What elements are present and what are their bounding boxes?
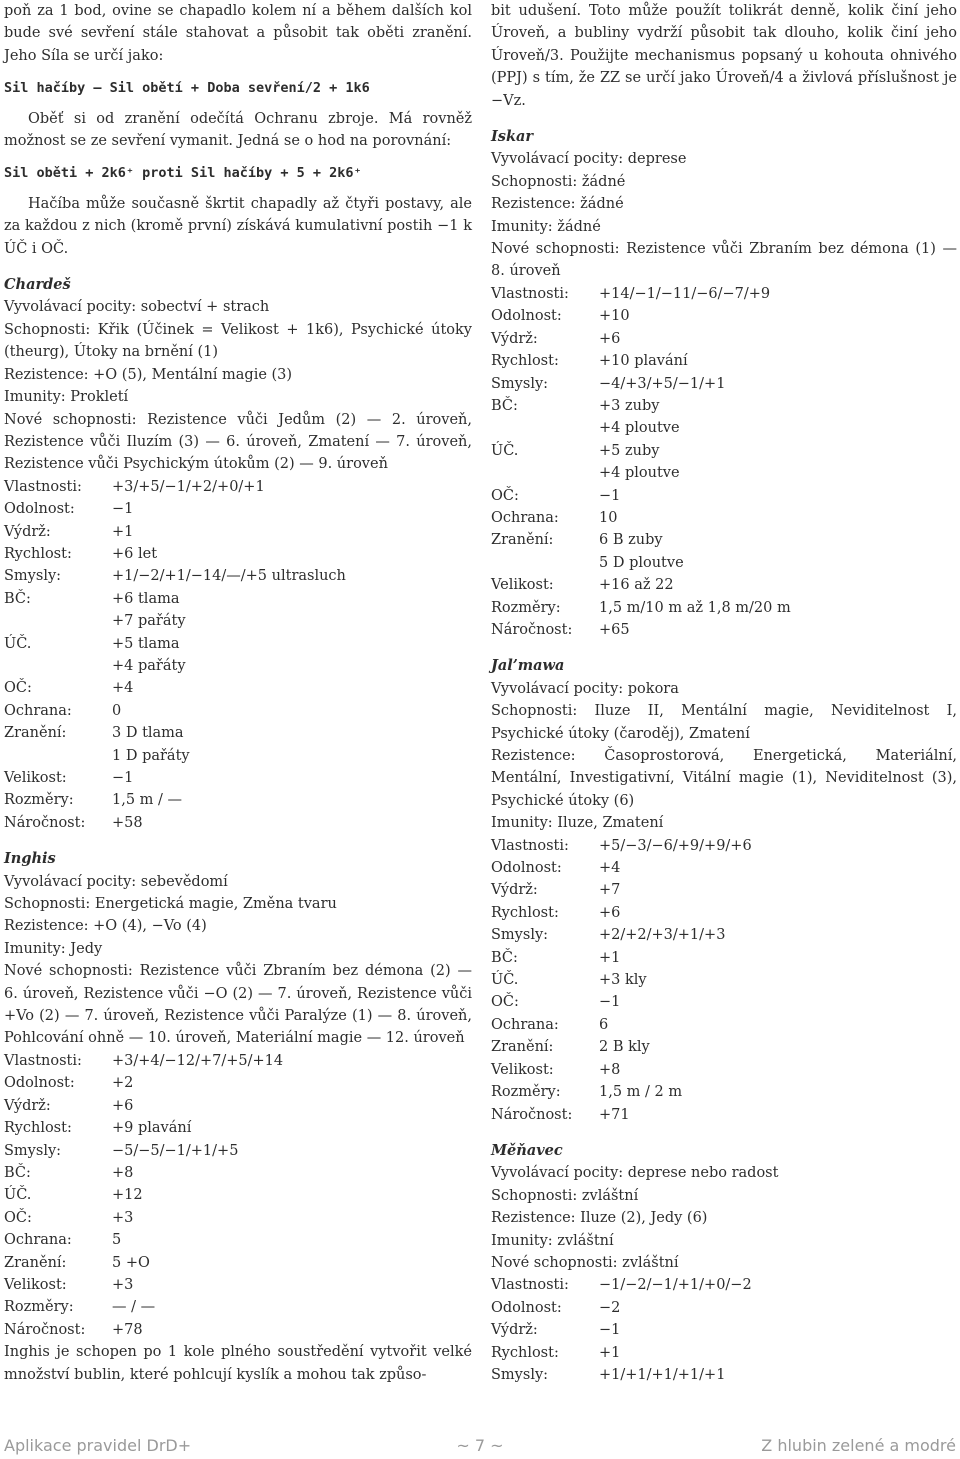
stat-value: +1/−2/+1/−14/—/+5 ultrasluch xyxy=(112,568,346,585)
stat-row xyxy=(491,902,957,924)
stat-row xyxy=(491,417,957,439)
stat-row xyxy=(491,879,957,901)
stat-row xyxy=(4,1162,472,1184)
stat-label: Odolnost: xyxy=(4,501,75,518)
stat-row xyxy=(491,1364,957,1386)
stat-label: Rychlost: xyxy=(491,353,559,370)
stat-label: Velikost: xyxy=(4,1276,67,1293)
stat-row xyxy=(4,633,472,655)
stat-value: 1,5 m / — xyxy=(112,792,183,809)
stat-label: Vlastnosti: xyxy=(491,285,569,302)
stat-label: Zranění: xyxy=(4,1254,67,1271)
page-number: ~ 7 ~ xyxy=(456,1436,504,1455)
stat-block xyxy=(4,1050,472,1341)
stat-value: +78 xyxy=(112,1321,143,1338)
stat-block xyxy=(4,476,472,835)
stat-label: Rychlost: xyxy=(491,904,559,921)
stat-row xyxy=(4,588,472,610)
description-line: Rezistence: Časoprostorová, Energetická, Materiální, Mentální, Investigativní, Vitální magie (1), Neviditelnost (3), Psychické útoky (6) xyxy=(491,748,957,809)
stat-row xyxy=(4,722,472,744)
stat-row xyxy=(4,476,472,498)
stat-value: −2 xyxy=(599,1299,621,1316)
stat-value: +4 ploutve xyxy=(599,465,680,482)
stat-label: BČ: xyxy=(4,590,31,607)
stat-label: Odolnost: xyxy=(4,1075,75,1092)
stat-value: 5 xyxy=(112,1232,122,1249)
stat-label: ÚČ. xyxy=(4,635,32,652)
creature-description xyxy=(4,296,472,475)
stat-row xyxy=(4,1184,472,1206)
stat-label: Zranění: xyxy=(491,1039,554,1056)
stat-value: 3 D tlama xyxy=(112,725,184,742)
stat-row xyxy=(4,1274,472,1296)
stat-row xyxy=(491,1014,957,1036)
stat-value: +3 xyxy=(112,1276,134,1293)
creature-description xyxy=(491,148,957,282)
stat-value: 10 xyxy=(599,509,618,526)
stat-row xyxy=(491,373,957,395)
stat-value: +3 xyxy=(112,1209,134,1226)
stat-label: Výdrž: xyxy=(4,523,51,540)
description-line: Nové schopnosti: zvláštní xyxy=(491,1254,679,1271)
creature-description xyxy=(491,678,957,835)
stat-value: +4 xyxy=(112,680,134,697)
stat-label: Náročnost: xyxy=(4,814,86,831)
stat-value: +8 xyxy=(599,1061,621,1078)
stat-row xyxy=(4,521,472,543)
stat-value: +1 xyxy=(599,949,621,966)
stat-row xyxy=(491,1274,957,1296)
stat-row xyxy=(491,924,957,946)
stat-label: OČ: xyxy=(491,487,519,504)
stat-value: 2 B kly xyxy=(599,1039,650,1056)
intro-paragraph-1: poň za 1 bod, ovine se chapadlo kolem ní a během dalších kol bude své sevření stále stahovat a působit tak oběti zranění. Jeho Síla se určí jako: xyxy=(4,3,472,64)
description-line: Vyvolávací pocity: deprese nebo radost xyxy=(491,1165,779,1182)
stat-value: +4 xyxy=(599,860,621,877)
stat-value: −1/−2/−1/+1/+0/−2 xyxy=(599,1277,752,1294)
stat-row xyxy=(4,700,472,722)
stat-label: Náročnost: xyxy=(4,1321,86,1338)
stat-value: +7 pařáty xyxy=(112,613,186,630)
stat-value: +5/−3/−6/+9/+9/+6 xyxy=(599,837,752,854)
stat-row xyxy=(4,1207,472,1229)
stat-row xyxy=(4,1252,472,1274)
stat-label: Ochrana: xyxy=(4,702,72,719)
stat-label: Náročnost: xyxy=(491,621,573,638)
creature-heading-iskar: Iskar xyxy=(491,128,534,146)
description-line: Rezistence: žádné xyxy=(491,196,624,213)
stat-value: +3 kly xyxy=(599,972,647,989)
stat-row xyxy=(491,328,957,350)
stat-row xyxy=(4,1229,472,1251)
stat-label: Smysly: xyxy=(4,568,62,585)
stat-value: 1,5 m/10 m až 1,8 m/20 m xyxy=(599,599,791,616)
stat-label: BČ: xyxy=(4,1164,31,1181)
stat-value: +3 zuby xyxy=(599,397,660,414)
description-line: Imunity: Iluze, Zmatení xyxy=(491,815,664,832)
stat-block xyxy=(491,283,957,642)
creature-heading-inghis: Inghis xyxy=(4,850,56,868)
stat-label: Odolnost: xyxy=(491,860,562,877)
stat-label: Odolnost: xyxy=(491,1299,562,1316)
stat-label: Velikost: xyxy=(491,577,554,594)
stat-label: Smysly: xyxy=(491,1366,549,1383)
stat-value: +65 xyxy=(599,621,630,638)
description-line: Schopnosti: Iluze II, Mentální magie, Neviditelnost I, Psychické útoky (čaroděj), Zmatení xyxy=(491,703,957,742)
stat-value: 6 B zuby xyxy=(599,532,663,549)
stat-label: Vlastnosti: xyxy=(491,837,569,854)
stat-label: Zranění: xyxy=(491,532,554,549)
stat-label: Výdrž: xyxy=(491,330,538,347)
stat-row xyxy=(4,1319,472,1341)
stat-label: Vlastnosti: xyxy=(4,1052,82,1069)
stat-label: Ochrana: xyxy=(491,509,559,526)
description-line: Schopnosti: Energetická magie, Změna tvaru xyxy=(4,896,337,913)
stat-label: ÚČ. xyxy=(4,1187,32,1204)
stat-label: Smysly: xyxy=(4,1142,62,1159)
stat-value: +10 xyxy=(599,308,630,325)
stat-row xyxy=(4,789,472,811)
stat-value: −1 xyxy=(112,501,134,518)
description-line: Imunity: Prokletí xyxy=(4,389,129,406)
creature-heading-jalmawa: Jal’mawa xyxy=(491,657,565,675)
description-line: Vyvolávací pocity: deprese xyxy=(491,151,687,168)
stat-label xyxy=(4,745,112,767)
stat-value: +1 xyxy=(599,1344,621,1361)
stat-row xyxy=(491,395,957,417)
stat-value: 5 D ploutve xyxy=(599,554,684,571)
stat-row xyxy=(4,767,472,789)
stat-value: +6 tlama xyxy=(112,590,180,607)
intro-paragraph-3: Hačíba může současně škrtit chapadly až čtyři postavy, ale za každou z nich (kromě první) získává kumulativní postih −1 k ÚČ i OČ. xyxy=(4,195,472,257)
stat-value: +4 ploutve xyxy=(599,420,680,437)
stat-value: −5/−5/−1/+1/+5 xyxy=(112,1142,239,1159)
stat-value: +71 xyxy=(599,1106,630,1123)
stat-block xyxy=(491,1274,957,1386)
stat-row xyxy=(491,1319,957,1341)
stat-value: +6 xyxy=(599,904,621,921)
stat-label: Vlastnosti: xyxy=(4,478,82,495)
stat-row xyxy=(4,1095,472,1117)
stat-row xyxy=(4,1296,472,1318)
stat-label: Vlastnosti: xyxy=(491,1277,569,1294)
stat-row xyxy=(491,619,957,641)
description-line: Vyvolávací pocity: sebevědomí xyxy=(4,873,228,890)
stat-label: ÚČ. xyxy=(491,972,519,989)
description-line: Imunity: Jedy xyxy=(4,940,103,957)
stat-value: 5 +O xyxy=(112,1254,150,1271)
stat-row xyxy=(491,947,957,969)
stat-row xyxy=(491,1059,957,1081)
stat-value: −4/+3/+5/−1/+1 xyxy=(599,375,726,392)
footer-publication-title: Aplikace pravidel DrD+ xyxy=(4,1436,192,1455)
stat-row xyxy=(4,1050,472,1072)
stat-value: +7 xyxy=(599,882,621,899)
stat-label: Velikost: xyxy=(4,770,67,786)
description-line: Schopnosti: žádné xyxy=(491,173,626,190)
stat-row xyxy=(4,655,472,677)
stat-value: +3/+5/−1/+2/+0/+1 xyxy=(112,478,265,495)
stat-row xyxy=(4,565,472,587)
stat-value: +5 zuby xyxy=(599,442,660,459)
stat-label xyxy=(491,417,599,439)
stat-row xyxy=(4,677,472,699)
continued-paragraph: bit udušení. Toto může použít tolikrát denně, kolik činí jeho Úroveň, a bubliny vydrží působit tak dlouho, kolik činí jeho Úroveň/3. Použijte mechanismus popsaný u kohouta ohnivého (PPJ) s tím, že ZZ se určí jako Úroveň/4 a živlová příslušnost je −Vz. xyxy=(491,3,957,109)
stat-row xyxy=(4,1140,472,1162)
stat-value: 1 D pařáty xyxy=(112,747,190,764)
creature-heading-chardes: Chardeš xyxy=(4,276,71,294)
stat-value: +3/+4/−12/+7/+5/+14 xyxy=(112,1052,284,1069)
description-line: Rezistence: +O (5), Mentální magie (3) xyxy=(4,366,293,383)
stat-label xyxy=(4,610,112,632)
description-line: Vyvolávací pocity: pokora xyxy=(491,680,679,697)
stat-label: ÚČ. xyxy=(491,442,519,459)
stat-label: Rozměry: xyxy=(4,1299,74,1316)
stat-row xyxy=(491,507,957,529)
stat-label: Smysly: xyxy=(491,927,549,944)
stat-row xyxy=(491,552,957,574)
stat-row xyxy=(491,1342,957,1364)
stat-label: Rychlost: xyxy=(491,1344,559,1361)
stat-value: +10 plavání xyxy=(599,353,688,370)
stat-row xyxy=(4,543,472,565)
right-column xyxy=(491,0,957,1386)
stat-row xyxy=(491,1036,957,1058)
stat-value: −1 xyxy=(599,487,621,504)
stat-row xyxy=(491,857,957,879)
stat-value: +4 pařáty xyxy=(112,657,186,674)
stat-row xyxy=(4,812,472,834)
stat-row xyxy=(491,350,957,372)
stat-label xyxy=(4,655,112,677)
stat-label: Odolnost: xyxy=(491,308,562,325)
stat-value: +5 tlama xyxy=(112,635,180,652)
stat-row xyxy=(4,610,472,632)
stat-value: +14/−1/−11/−6/−7/+9 xyxy=(599,285,771,302)
escape-roll-formula: Sil oběti + 2k6⁺ proti Sil hačíby + 5 + 2k6⁺ xyxy=(4,165,362,182)
stat-row xyxy=(491,462,957,484)
stat-label: Rozměry: xyxy=(491,1084,561,1101)
stat-value: +2/+2/+3/+1/+3 xyxy=(599,927,726,944)
stat-label: Výdrž: xyxy=(4,1097,51,1114)
stat-label: Náročnost: xyxy=(491,1106,573,1123)
creature-description xyxy=(491,1162,957,1274)
stat-label xyxy=(491,552,599,574)
stat-row xyxy=(491,835,957,857)
stat-value: −1 xyxy=(599,1322,621,1339)
stat-label: Výdrž: xyxy=(491,882,538,899)
stat-row xyxy=(491,574,957,596)
stat-row xyxy=(491,283,957,305)
stat-label: Zranění: xyxy=(4,725,67,742)
stat-label: Výdrž: xyxy=(491,1322,538,1339)
stat-row xyxy=(4,1072,472,1094)
stat-row xyxy=(491,991,957,1013)
stat-label: OČ: xyxy=(4,680,32,697)
stat-label: Ochrana: xyxy=(491,1016,559,1033)
stat-label: Rozměry: xyxy=(491,599,561,616)
stat-value: +6 let xyxy=(112,545,158,562)
description-line: Imunity: zvláštní xyxy=(491,1232,614,1249)
stat-row xyxy=(491,1297,957,1319)
stat-row xyxy=(491,597,957,619)
stat-row xyxy=(491,1081,957,1103)
stat-value: +58 xyxy=(112,814,143,831)
stat-value: +12 xyxy=(112,1187,143,1204)
stat-label: OČ: xyxy=(491,994,519,1011)
description-line: Nové schopnosti: Rezistence vůči Zbraním bez démona (1) — 8. úroveň xyxy=(491,241,957,280)
description-line: Rezistence: +O (4), −Vo (4) xyxy=(4,918,207,935)
stat-label: OČ: xyxy=(4,1209,32,1226)
description-line: Imunity: žádné xyxy=(491,218,601,235)
inghis-ability-text: Inghis je schopen po 1 kole plného soustředění vytvořit velké množství bublin, které pohlcují kyslík a mohou tak způso- xyxy=(4,1344,472,1383)
stat-value: +2 xyxy=(112,1075,134,1092)
stat-value: −1 xyxy=(112,770,134,786)
stat-value: +8 xyxy=(112,1164,134,1181)
stat-value: +6 xyxy=(112,1097,134,1114)
stat-row xyxy=(4,498,472,520)
stat-row xyxy=(4,1117,472,1139)
stat-value: +6 xyxy=(599,330,621,347)
description-line: Nové schopnosti: Rezistence vůči Jedům (2) — 2. úroveň, Rezistence vůči Iluzím (3) — 6. úroveň, Zmatení — 7. úroveň, Rezistence vůči Psychickým útokům (2) — 9. úroveň xyxy=(4,411,472,473)
stat-row xyxy=(491,969,957,991)
page-footer xyxy=(0,1436,960,1458)
stat-value: 0 xyxy=(112,702,122,719)
stat-label: Ochrana: xyxy=(4,1232,72,1249)
stat-label: Smysly: xyxy=(491,375,549,392)
stat-row xyxy=(491,1104,957,1126)
left-column xyxy=(4,0,472,1386)
stat-label: Velikost: xyxy=(491,1061,554,1078)
stat-value: +1 xyxy=(112,523,134,540)
creature-description xyxy=(4,871,472,1050)
description-line: Schopnosti: zvláštní xyxy=(491,1187,639,1204)
stat-label: Rozměry: xyxy=(4,792,74,809)
stat-value: — / — xyxy=(112,1299,156,1316)
stat-row xyxy=(491,440,957,462)
intro-paragraph-2: Oběť si od zranění odečítá Ochranu zbroje. Má rovněž možnost se ze sevření vymanit. Jedná se o hod na porovnání: xyxy=(4,110,472,150)
stat-label: BČ: xyxy=(491,949,518,966)
stat-label: Rychlost: xyxy=(4,1120,72,1137)
description-line: Rezistence: Iluze (2), Jedy (6) xyxy=(491,1210,708,1227)
stat-value: +9 plavání xyxy=(112,1120,192,1137)
stat-value: +1/+1/+1/+1/+1 xyxy=(599,1366,726,1383)
description-line: Schopnosti: Křik (Účinek = Velikost + 1k6), Psychické útoky (theurg), Útoky na brnění (1) xyxy=(4,321,472,361)
stat-value: +16 až 22 xyxy=(599,577,674,594)
stat-row xyxy=(491,485,957,507)
description-line: Vyvolávací pocity: sobectví + strach xyxy=(4,299,270,316)
stat-value: 6 xyxy=(599,1016,609,1033)
stat-value: −1 xyxy=(599,994,621,1011)
stat-label: BČ: xyxy=(491,397,518,414)
stat-row xyxy=(4,745,472,767)
stat-row xyxy=(491,305,957,327)
stat-value: 1,5 m / 2 m xyxy=(599,1084,683,1101)
stat-label: Rychlost: xyxy=(4,545,72,562)
stat-block xyxy=(491,835,957,1126)
stat-label xyxy=(491,462,599,484)
grip-strength-formula: Sil hačíby – Sil obětí + Doba sevření/2 + 1k6 xyxy=(4,80,370,97)
creature-heading-menavec: Měňavec xyxy=(491,1141,563,1159)
stat-row xyxy=(491,529,957,551)
description-line: Nové schopnosti: Rezistence vůči Zbraním bez démona (2) — 6. úroveň, Rezistence vůči −O (2) — 7. úroveň, Rezistence vůči +Vo (2) — 7. úroveň, Rezistence vůči Paralýze (1) — 8. úroveň, Pohlcování ohně — 10. úroveň, Materiální magie — 12. úroveň xyxy=(4,963,472,1047)
footer-chapter-title: Z hlubin zelené a modré xyxy=(761,1436,956,1455)
